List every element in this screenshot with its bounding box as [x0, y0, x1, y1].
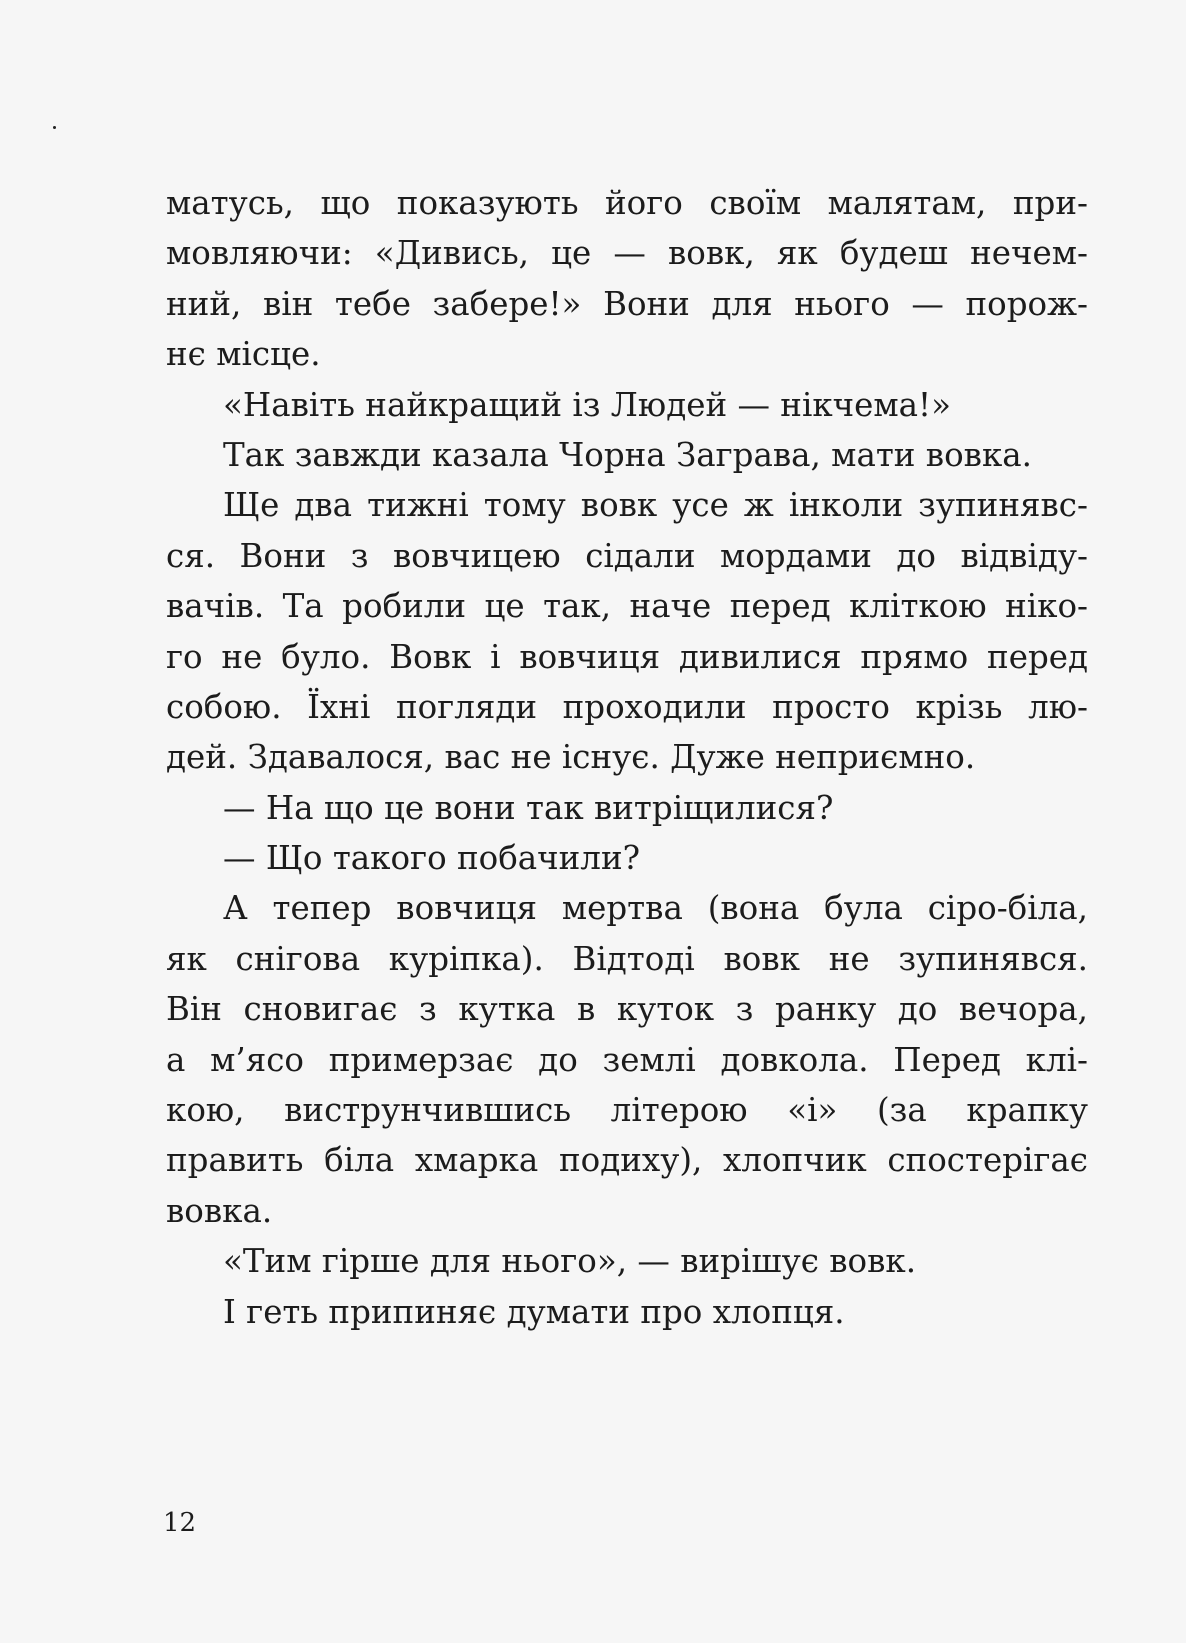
text-line: «Навіть найкращий із Людей — нікчема!»: [223, 385, 951, 424]
text-line: дей. Здавалося, вас не існує. Дуже неприємно.: [166, 738, 976, 777]
text-line: собою. Їхні погляди проходили просто крізь лю-: [166, 687, 1088, 726]
text-line: мовляючи: «Дивись, це — вовк, як будеш нечем-: [166, 234, 1088, 273]
text-line: як снігова куріпка). Відтоді вовк не зупинявся.: [166, 939, 1088, 978]
text-line: І геть припиняє думати про хлопця.: [223, 1292, 845, 1331]
text-line: — На що це вони так витріщилися?: [223, 788, 834, 827]
text-line: матусь, що показують його своїм малятам, при-: [166, 184, 1088, 222]
text-line: «Тим гірше для нього», — вирішує вовк.: [223, 1242, 917, 1281]
text-line: А тепер вовчиця мертва (вона була сіро-біла,: [223, 889, 1088, 928]
text-line: вовка.: [166, 1191, 273, 1230]
text-line: кою, виструнчившись літерою «і» (за крапку: [166, 1091, 1088, 1130]
text-line: ся. Вони з вовчицею сідали мордами до відвіду-: [166, 536, 1088, 575]
text-line: Він сновигає з кутка в куток з ранку до вечора,: [166, 990, 1088, 1029]
text-line: нє місце.: [166, 335, 321, 374]
text-line: Так завжди казала Чорна Заграва, мати вовка.: [223, 435, 1032, 474]
text-line: Ще два тижні тому вовк усе ж інколи зупинявс-: [223, 486, 1088, 525]
text-line: ний, він тебе забере!» Вони для нього — порож-: [166, 284, 1088, 323]
page-number: 12: [163, 1508, 197, 1538]
body-text: [166, 178, 1088, 1337]
text-line: вачів. Та робили це так, наче перед кліткою ніко-: [166, 587, 1088, 626]
text-line: править біла хмарка подиху), хлопчик спостерігає: [166, 1141, 1088, 1180]
text-line: го не було. Вовк і вовчиця дивилися прямо перед: [166, 637, 1088, 676]
text-line: а м’ясо примерзає до землі довкола. Перед клі-: [166, 1040, 1088, 1079]
speck-mark: [53, 126, 56, 129]
text-line: — Що такого побачили?: [223, 839, 641, 878]
